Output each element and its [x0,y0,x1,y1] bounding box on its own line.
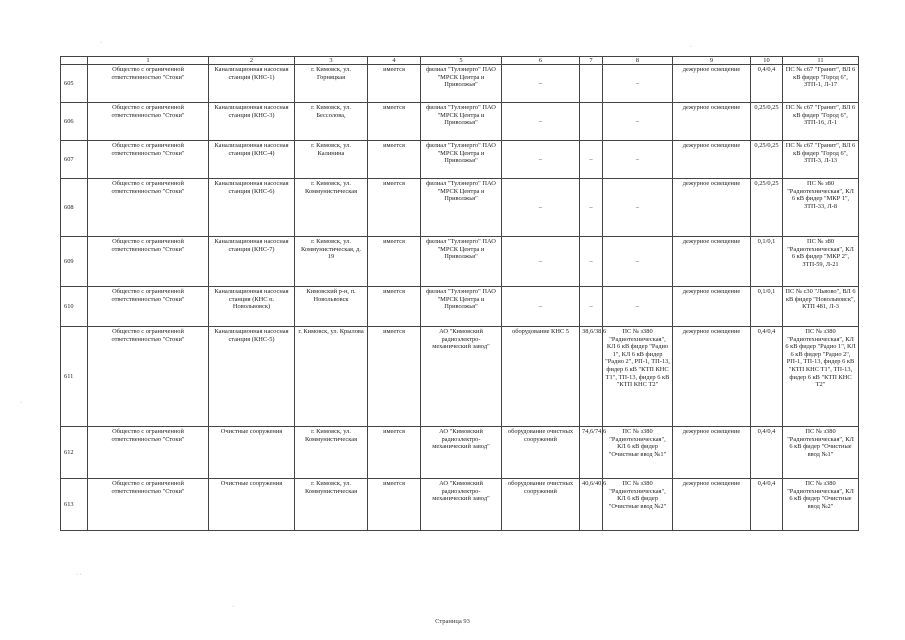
table-row [61,237,859,287]
cell-c3: Канализационная насосная станция (КНС п. Новольвовск) [209,287,295,327]
cell-c2: Общество с ограниченной ответственностью "Стоки" [88,287,209,327]
header-cell: 9 [673,57,751,65]
cell-c9: – [603,65,673,103]
cell-c3: Канализационная насосная станция (КНС-5) [209,327,295,427]
cell-c3: Очистные сооружения [209,479,295,531]
cell-c12: ПС № с67 "Гранит", ВЛ 6 кВ фидер "Город 6", ЗТП-16, Л-1 [783,103,859,141]
header-cell-blank [61,57,88,65]
cell-c7: – [502,179,580,237]
row-number: 607 [61,141,88,179]
row-number: 611 [61,327,88,427]
table-row [61,327,859,427]
document-sheet [60,56,858,531]
cell-c10: дежурное освещение [673,479,751,531]
cell-c12: ПС № с67 "Гранит", ВЛ 6 кВ фидер "Город 6", ЗТП-1, Л-17 [783,65,859,103]
cell-c12: ПС № с30 "Львово", ВЛ 6 кВ фидер "Новольвовск", КТП 481, Л-3 [783,287,859,327]
row-number: 613 [61,479,88,531]
cell-c7: оборудование КНС 5 [502,327,580,427]
cell-c3: Канализационная насосная станция (КНС-3) [209,103,295,141]
cell-c3: Очистные сооружения [209,427,295,479]
scan-speck: · · [76,572,82,578]
cell-c8: 74,6/74,6 [580,427,603,479]
cell-c7: – [502,141,580,179]
cell-c5: имеется [368,327,421,427]
data-table [60,56,859,531]
cell-c6: филиал "Тулэнерго" ПАО "МРСК Центра и Приволжья" [421,103,502,141]
cell-c8 [580,103,603,141]
cell-c12: ПС № з80 "Радиотехническая", КЛ 6 кВ фидер "МКР 2", ЗТП-59, Л-21 [783,237,859,287]
cell-c9: – [603,237,673,287]
cell-c2: Общество с ограниченной ответственностью "Стоки" [88,479,209,531]
cell-c12: ПС № з80 "Радиотехническая", КЛ 6 кВ фидер "МКР 1", ЗТП-33, Л-8 [783,179,859,237]
cell-c3: Канализационная насосная станция (КНС-1) [209,65,295,103]
cell-c7: – [502,65,580,103]
cell-c11: 0,25/0,25 [751,141,783,179]
cell-c8: 40,6/40,6 [580,479,603,531]
cell-c4: г. Кимовск, ул. Коммунистическая [295,179,368,237]
table-row [61,141,859,179]
cell-c7: оборудование очистных сооружений [502,479,580,531]
cell-c4: г. Кимовск, ул. Коммунистическая [295,427,368,479]
cell-c2: Общество с ограниченной ответственностью "Стоки" [88,103,209,141]
cell-c11: 0,4/0,4 [751,427,783,479]
table-row [61,103,859,141]
page-footer: Страница 93 [435,618,470,625]
cell-c12: ПС № з380 "Радиотехническая", КЛ 6 кВ фидер "Очистные ввод №1" [783,427,859,479]
header-cell: 2 [209,57,295,65]
cell-c9: – [603,179,673,237]
cell-c6: филиал "Тулэнерго" ПАО "МРСК Центра и Приволжья" [421,141,502,179]
cell-c11: 0,25/0,25 [751,103,783,141]
header-cell: 8 [603,57,673,65]
cell-c7: оборудование очистных сооружений [502,427,580,479]
cell-c11: 0,4/0,4 [751,327,783,427]
cell-c11: 0,4/0,4 [751,479,783,531]
cell-c8: – [580,237,603,287]
header-cell: 11 [783,57,859,65]
cell-c11: 0,1/0,1 [751,237,783,287]
cell-c11: 0,4/0,4 [751,65,783,103]
header-cell: 5 [421,57,502,65]
table-row [61,179,859,237]
cell-c8 [580,65,603,103]
row-number: 609 [61,237,88,287]
cell-c8: – [580,179,603,237]
cell-c10: дежурное освещение [673,141,751,179]
header-cell: 4 [368,57,421,65]
cell-c6: АО "Кимовский радиоэлектро-механический завод" [421,479,502,531]
cell-c5: имеется [368,287,421,327]
cell-c9: – [603,141,673,179]
cell-c10: дежурное освещение [673,65,751,103]
row-number: 612 [61,427,88,479]
header-cell: 1 [88,57,209,65]
cell-c5: имеется [368,427,421,479]
cell-c4: г. Кимовск, ул. Горняцкая [295,65,368,103]
cell-c11: 0,1/0,1 [751,287,783,327]
cell-c2: Общество с ограниченной ответственностью "Стоки" [88,237,209,287]
scan-speck: · [232,604,234,610]
cell-c2: Общество с ограниченной ответственностью "Стоки" [88,427,209,479]
cell-c2: Общество с ограниченной ответственностью "Стоки" [88,327,209,427]
cell-c12: ПС № з380 "Радиотехническая", КЛ 6 кВ фидер "Очистные ввод №2" [783,479,859,531]
cell-c10: дежурное освещение [673,237,751,287]
cell-c9: ПС № з380 "Радиотехническая", КЛ 6 кВ фидер "Очистные ввод №1" [603,427,673,479]
row-number: 606 [61,103,88,141]
cell-c9: – [603,287,673,327]
cell-c10: дежурное освещение [673,103,751,141]
cell-c5: имеется [368,103,421,141]
cell-c6: АО "Кимовский радиоэлектро-механический завод" [421,427,502,479]
cell-c6: филиал "Тулэнерго" ПАО "МРСК Центра и Приволжья" [421,237,502,287]
cell-c6: АО "Кимовский радиоэлектро-механический завод" [421,327,502,427]
cell-c11: 0,25/0,25 [751,179,783,237]
cell-c7: – [502,237,580,287]
cell-c9: – [603,103,673,141]
cell-c2: Общество с ограниченной ответственностью "Стоки" [88,179,209,237]
cell-c4: г. Кимовск, ул. Калинина [295,141,368,179]
table-row [61,65,859,103]
scan-speck: · [20,400,22,406]
cell-c4: г. Кимовск, ул. Коммунистическая, д. 19 [295,237,368,287]
header-row [61,57,859,65]
cell-c2: Общество с ограниченной ответственностью "Стоки" [88,65,209,103]
cell-c4: г. Кимовск, ул. Крылова [295,327,368,427]
cell-c8: 38,6/38,6 [580,327,603,427]
cell-c10: дежурное освещение [673,179,751,237]
cell-c6: филиал "Тулэнерго" ПАО "МРСК Центра и Приволжья" [421,65,502,103]
table-row [61,287,859,327]
cell-c5: имеется [368,237,421,287]
header-cell: 10 [751,57,783,65]
cell-c5: имеется [368,65,421,103]
row-number: 608 [61,179,88,237]
cell-c5: имеется [368,179,421,237]
cell-c3: Канализационная насосная станция (КНС-7) [209,237,295,287]
cell-c12: ПС № с67 "Гранит", ВЛ 6 кВ фидер "Город 6", ЗТП-3, Л-13 [783,141,859,179]
cell-c4: Кимовский р-н, п. Новольвовск [295,287,368,327]
cell-c2: Общество с ограниченной ответственностью "Стоки" [88,141,209,179]
scan-speck: · [690,44,692,50]
table-row [61,427,859,479]
cell-c10: дежурное освещение [673,327,751,427]
header-cell: 3 [295,57,368,65]
cell-c6: филиал "Тулэнерго" ПАО "МРСК Центра и Приволжья" [421,287,502,327]
cell-c8: – [580,141,603,179]
cell-c9: ПС № з380 "Радиотехническая", КЛ 6 кВ фидер "Очистные ввод №2" [603,479,673,531]
header-cell: 7 [580,57,603,65]
cell-c5: имеется [368,479,421,531]
scan-speck: · [100,40,102,46]
cell-c3: Канализационная насосная станция (КНС-4) [209,141,295,179]
cell-c7: – [502,287,580,327]
cell-c6: филиал "Тулэнерго" ПАО "МРСК Центра и Приволжья" [421,179,502,237]
row-number: 610 [61,287,88,327]
cell-c10: дежурное освещение [673,427,751,479]
cell-c12: ПС № з380 "Радиотехническая", КЛ 6 кВ фидер "Радио 1", КЛ 6 кВ фидер "Радио 2", РП-1, ТП-13, фидер 6 кВ "КТП КНС Т1", ТП-13, фидер 6 кВ "КТП КНС Т2" [783,327,859,427]
cell-c8: – [580,287,603,327]
cell-c10: дежурное освещение [673,287,751,327]
row-number: 605 [61,65,88,103]
cell-c3: Канализационная насосная станция (КНС-6) [209,179,295,237]
cell-c9: ПС № з380 "Радиотехническая", КЛ 6 кВ фидер "Радио 1", КЛ 6 кВ фидер "Радио 2", РП-1, ТП-13, фидер 6 кВ "КТП КНС Т1", ТП-13, фидер 6 кВ "КТП КНС Т2" [603,327,673,427]
cell-c7: – [502,103,580,141]
header-cell: 6 [502,57,580,65]
table-row [61,479,859,531]
cell-c4: г. Кимовск, ул. Коммунистическая [295,479,368,531]
cell-c4: г. Кимовск, ул. Бессолова, [295,103,368,141]
cell-c5: имеется [368,141,421,179]
